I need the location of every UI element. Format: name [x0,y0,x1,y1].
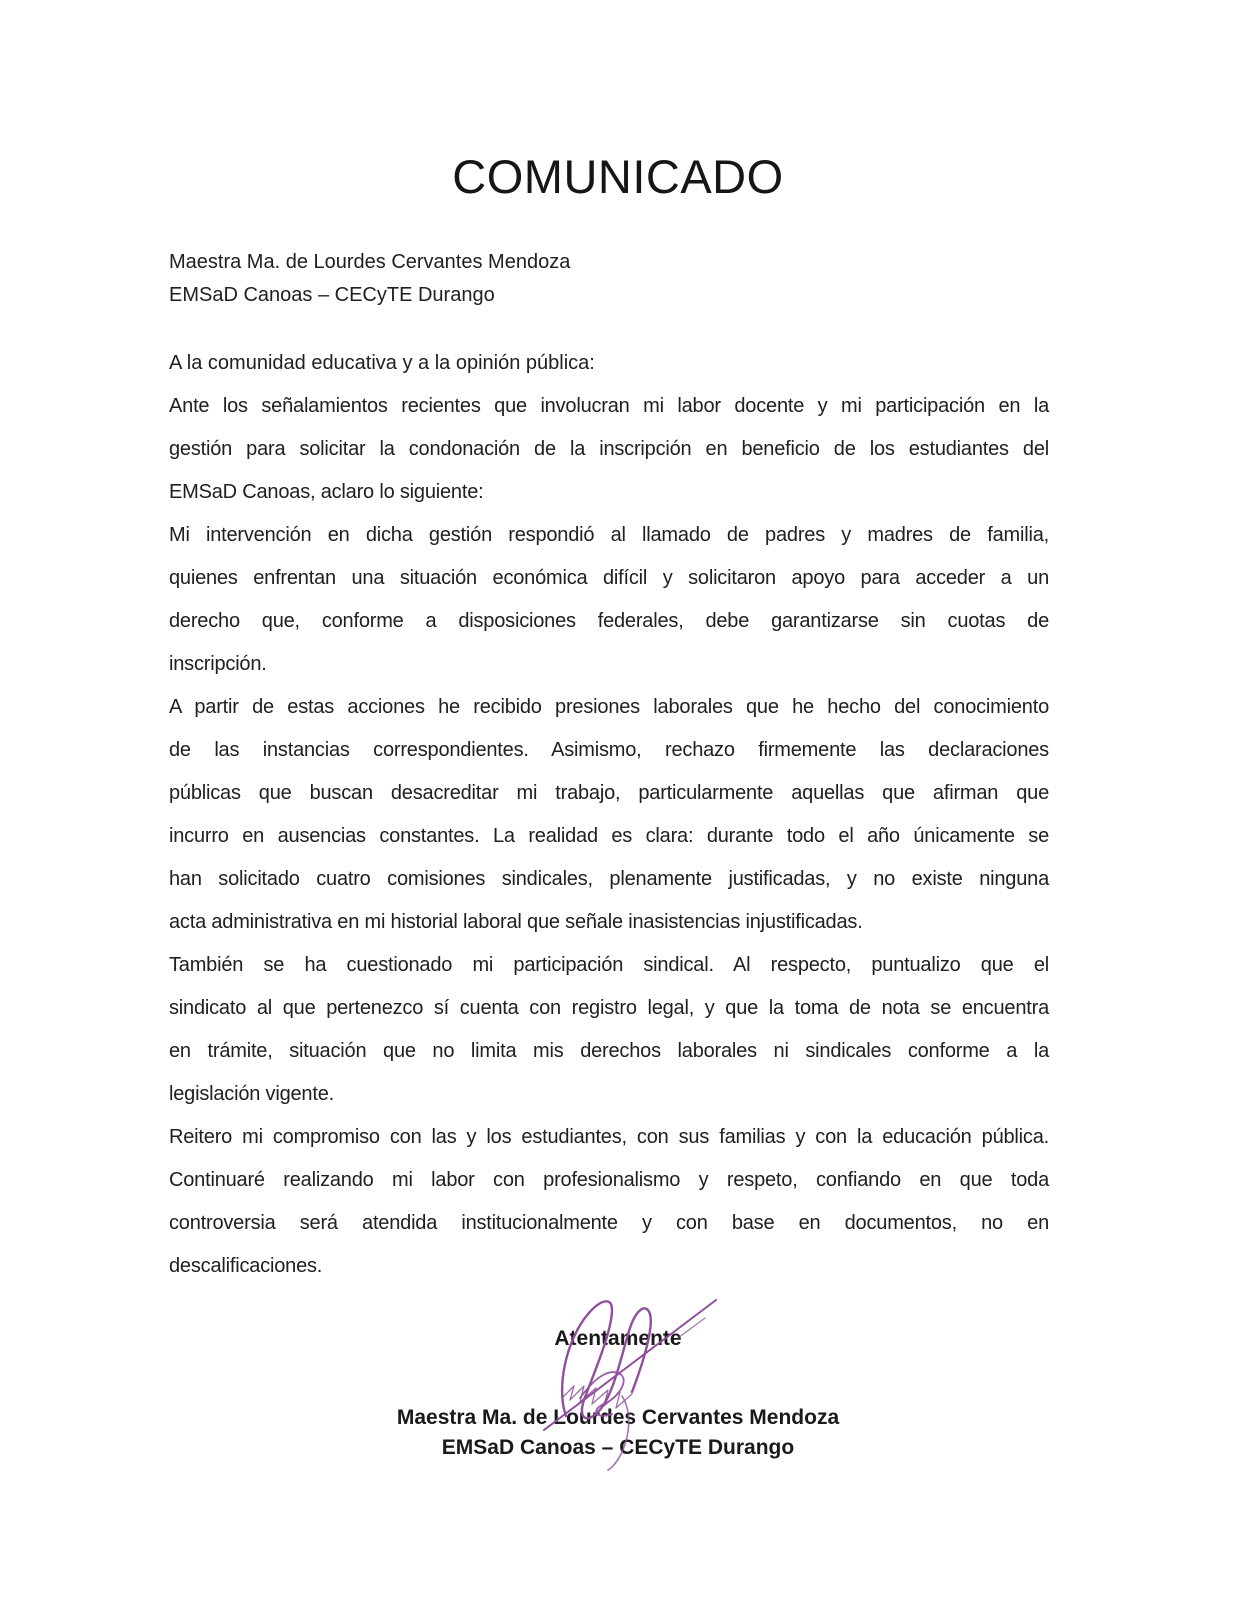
addressee-institution: EMSaD Canoas – CECyTE Durango [169,284,495,306]
document-title: COMUNICADO [452,150,784,203]
salutation: A la comunidad educativa y a la opinión pública: [169,352,595,374]
body-line: quienes enfrentan una situación económica difícil y solicitaron apoyo para acceder a un [169,567,1049,589]
body-line: inscripción. [169,653,267,675]
signer-name: Maestra Ma. de Lourdes Cervantes Mendoza [396,1406,840,1429]
body-line: incurro en ausencias constantes. La realidad es clara: durante todo el año únicamente se [169,825,1049,847]
paragraph [169,944,1049,1116]
body-line: derecho que, conforme a disposiciones federales, debe garantizarse sin cuotas de [169,610,1049,632]
body-line: Reitero mi compromiso con las y los estudiantes, con sus familias y con la educación pública. [169,1126,1049,1148]
body-line: Continuaré realizando mi labor con profesionalismo y respeto, confiando en que toda [169,1169,1049,1191]
paragraph [169,686,1049,944]
paragraph [169,514,1049,686]
body-line: sindicato al que pertenezco sí cuenta con registro legal, y que la toma de nota se encuentra [169,997,1049,1019]
body-line: públicas que buscan desacreditar mi trabajo, particularmente aquellas que afirman que [169,782,1049,804]
paragraph [169,385,1049,514]
body-line: descalificaciones. [169,1255,323,1277]
body-line: en trámite, situación que no limita mis derechos laborales ni sindicales conforme a la [169,1040,1049,1062]
signer-institution: EMSaD Canoas – CECyTE Durango [441,1436,795,1459]
body-line: Ante los señalamientos recientes que involucran mi labor docente y mi participación en la [169,395,1049,417]
body-line: acta administrativa en mi historial laboral que señale inasistencias injustificadas. [169,911,863,933]
body-line: gestión para solicitar la condonación de la inscripción en beneficio de los estudiantes del [169,438,1049,460]
body-line: han solicitado cuatro comisiones sindicales, plenamente justificadas, y no existe ninguna [169,868,1049,890]
body-line: También se ha cuestionado mi participación sindical. Al respecto, puntualizo que el [169,954,1049,976]
body-line: legislación vigente. [169,1083,334,1105]
body-line: controversia será atendida institucionalmente y con base en documentos, no en [169,1212,1049,1234]
paragraph [169,1116,1049,1288]
body-line: de las instancias correspondientes. Asimismo, rechazo firmemente las declaraciones [169,739,1049,761]
body-line: EMSaD Canoas, aclaro lo siguiente: [169,481,484,503]
addressee-name: Maestra Ma. de Lourdes Cervantes Mendoza [169,251,571,273]
closing-word: Atentamente [554,1327,682,1350]
body-line: A partir de estas acciones he recibido presiones laborales que he hecho del conocimiento [169,696,1049,718]
addressee-block [169,246,1236,312]
letter-body [169,385,1049,1288]
body-line: Mi intervención en dicha gestión respondió al llamado de padres y madres de familia, [169,524,1049,546]
